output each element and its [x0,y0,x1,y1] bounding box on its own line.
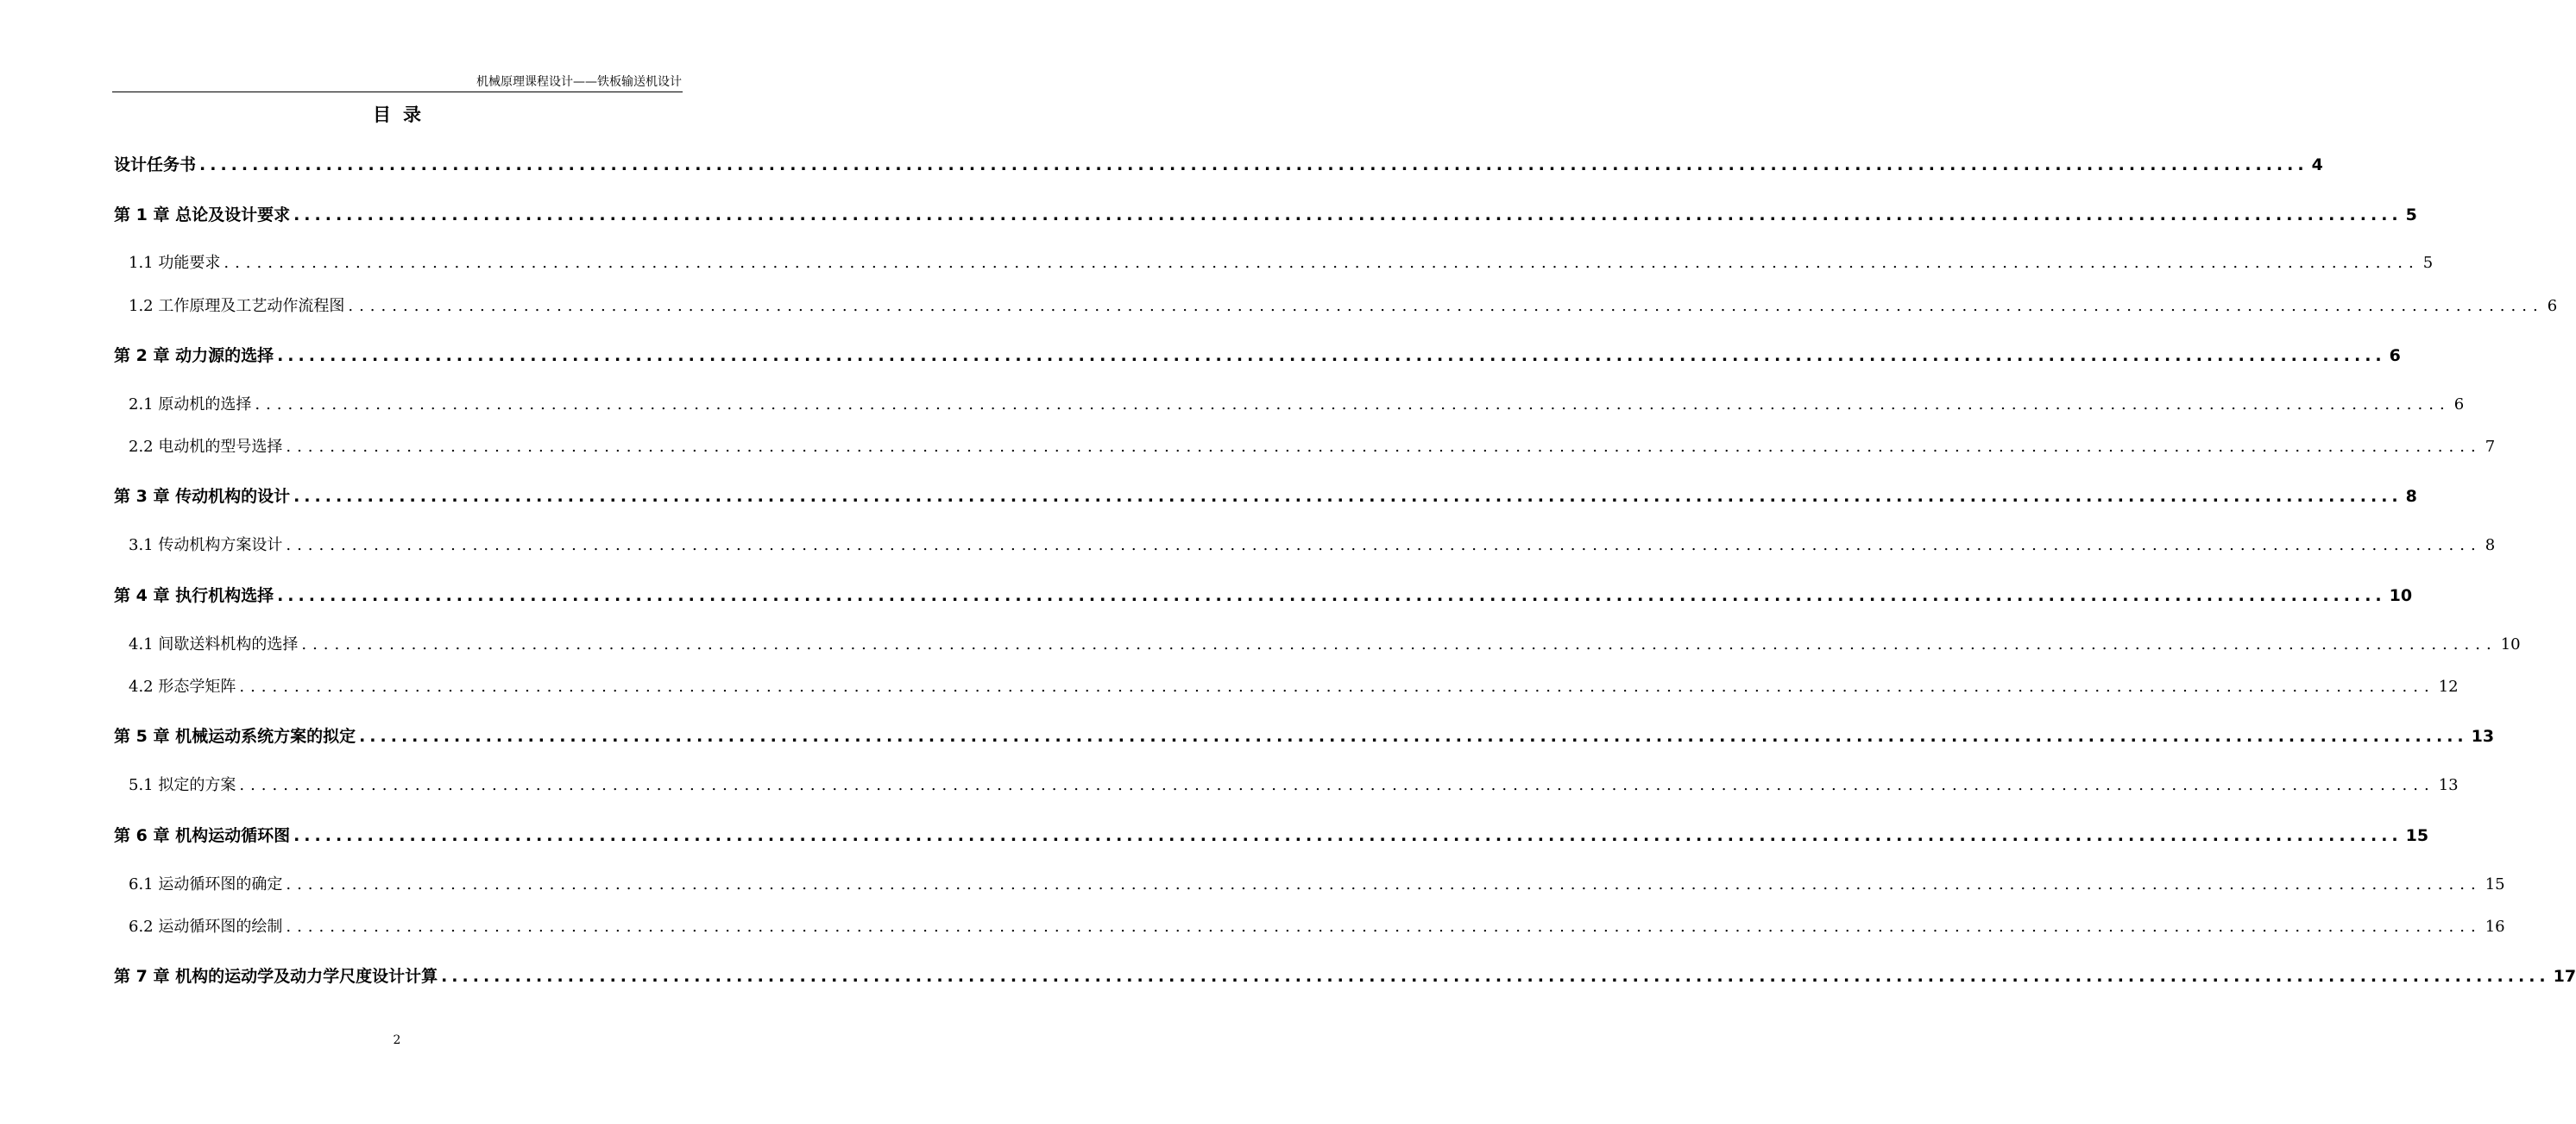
toc-chapter-entry[interactable] [114,343,2401,369]
toc-section-entry[interactable] [129,434,2496,460]
toc-section-entry[interactable] [129,294,2558,319]
toc-entry-label: 第 6 章 机构运动循环图 [114,826,291,845]
toc-chapter-entry[interactable] [114,483,2417,509]
toc-entry-label: 4.2 形态学矩阵 [129,678,236,696]
toc-entry-page: 15 [2485,875,2505,894]
toc-entry-label: 6.2 运动循环图的绘制 [129,918,283,936]
toc-dot-leader: ........................................................................................................................................................................................................ [348,297,2544,315]
running-header: 机械原理课程设计——铁板输送机设计 [476,75,682,89]
toc-dot-leader: ........................................................................................................................................................................................................ [301,635,2497,654]
toc-entry-page: 15 [2405,826,2429,845]
toc-entry-label: 第 4 章 执行机构选择 [114,586,274,605]
toc-entry-label: 1.1 功能要求 [129,254,221,272]
toc-dot-leader: ........................................................................................................................................................................................................ [293,205,2403,224]
toc-entry-label: 第 5 章 机械运动系统方案的拟定 [114,727,356,746]
toc-section-entry[interactable] [129,773,2459,799]
toc-section-entry[interactable] [129,674,2459,700]
toc-dot-leader: ........................................................................................................................................................................................................ [293,487,2403,506]
toc-entry-page: 6 [2453,395,2465,414]
toc-dot-leader: ........................................................................................................................................................................................................ [199,155,2308,174]
toc-entry-page: 6 [2547,297,2558,315]
toc-entry-label: 3.1 传动机构方案设计 [129,536,283,554]
toc-entry-page: 4 [2311,155,2323,174]
toc-section-entry[interactable] [129,250,2434,276]
toc-dot-leader: ........................................................................................................................................................................................................ [286,438,2482,456]
toc-entry-page: 5 [2405,205,2417,224]
toc-entry-label: 6.1 运动循环图的确定 [129,875,283,894]
toc-entry-label: 2.1 原动机的选择 [129,395,252,414]
toc-entry-page: 12 [2438,678,2459,696]
toc-entry-label: 2.2 电动机的型号选择 [129,438,283,456]
page-number: 2 [393,1033,401,1047]
toc-entry-page: 13 [2438,776,2459,794]
toc-entry-page: 5 [2422,254,2434,272]
toc-dot-leader: ........................................................................................................................................................................................................ [293,826,2403,845]
toc-entry-page: 6 [2389,346,2401,365]
toc-chapter-entry[interactable] [114,723,2495,749]
toc-entry-page: 13 [2471,727,2495,746]
toc-entry-page: 17 [2553,967,2576,986]
toc-dot-leader: ........................................................................................................................................................................................................ [277,346,2386,365]
toc-dot-leader: ........................................................................................................................................................................................................ [239,678,2435,696]
toc-chapter-entry[interactable] [114,823,2429,849]
toc-entry-label: 第 3 章 传动机构的设计 [114,487,291,506]
toc-entry-label: 4.1 间歇送料机构的选择 [129,635,299,654]
toc-dot-leader: ........................................................................................................................................................................................................ [277,586,2386,605]
toc-entry-page: 10 [2389,586,2413,605]
toc-entry-label: 第 1 章 总论及设计要求 [114,205,291,224]
toc-entry-page: 8 [2405,487,2417,506]
toc-chapter-entry[interactable] [114,202,2417,228]
toc-entry-page: 16 [2485,918,2505,936]
toc-dot-leader: ........................................................................................................................................................................................................ [286,875,2482,894]
toc-section-entry[interactable] [129,392,2465,418]
toc-dot-leader: ........................................................................................................................................................................................................ [224,254,2420,272]
toc-dot-leader: ........................................................................................................................................................................................................ [286,918,2482,936]
toc-entry-label: 5.1 拟定的方案 [129,776,236,794]
toc-entry-label: 第 7 章 机构的运动学及动力学尺度设计计算 [114,967,438,986]
toc-dot-leader: ........................................................................................................................................................................................................ [255,395,2451,414]
toc-chapter-entry[interactable] [114,152,2323,178]
toc-dot-leader: ........................................................................................................................................................................................................ [359,727,2468,746]
toc-section-entry[interactable] [129,632,2521,658]
toc-dot-leader: ........................................................................................................................................................................................................ [286,536,2482,554]
toc-entry-page: 10 [2500,635,2521,654]
toc-section-entry[interactable] [129,872,2505,898]
toc-entry-page: 7 [2485,438,2496,456]
toc-section-entry[interactable] [129,914,2505,940]
toc-chapter-entry[interactable] [114,963,2576,989]
toc-title: 目录 [373,104,433,125]
toc-dot-leader: ........................................................................................................................................................................................................ [239,776,2435,794]
toc-dot-leader: ........................................................................................................................................................................................................ [441,967,2550,986]
toc-entry-label: 1.2 工作原理及工艺动作流程图 [129,297,345,315]
toc-section-entry[interactable] [129,533,2496,559]
toc-chapter-entry[interactable] [114,583,2413,609]
toc-entry-label: 第 2 章 动力源的选择 [114,346,274,365]
toc-entry-page: 8 [2485,536,2496,554]
toc-entry-label: 设计任务书 [114,155,197,174]
